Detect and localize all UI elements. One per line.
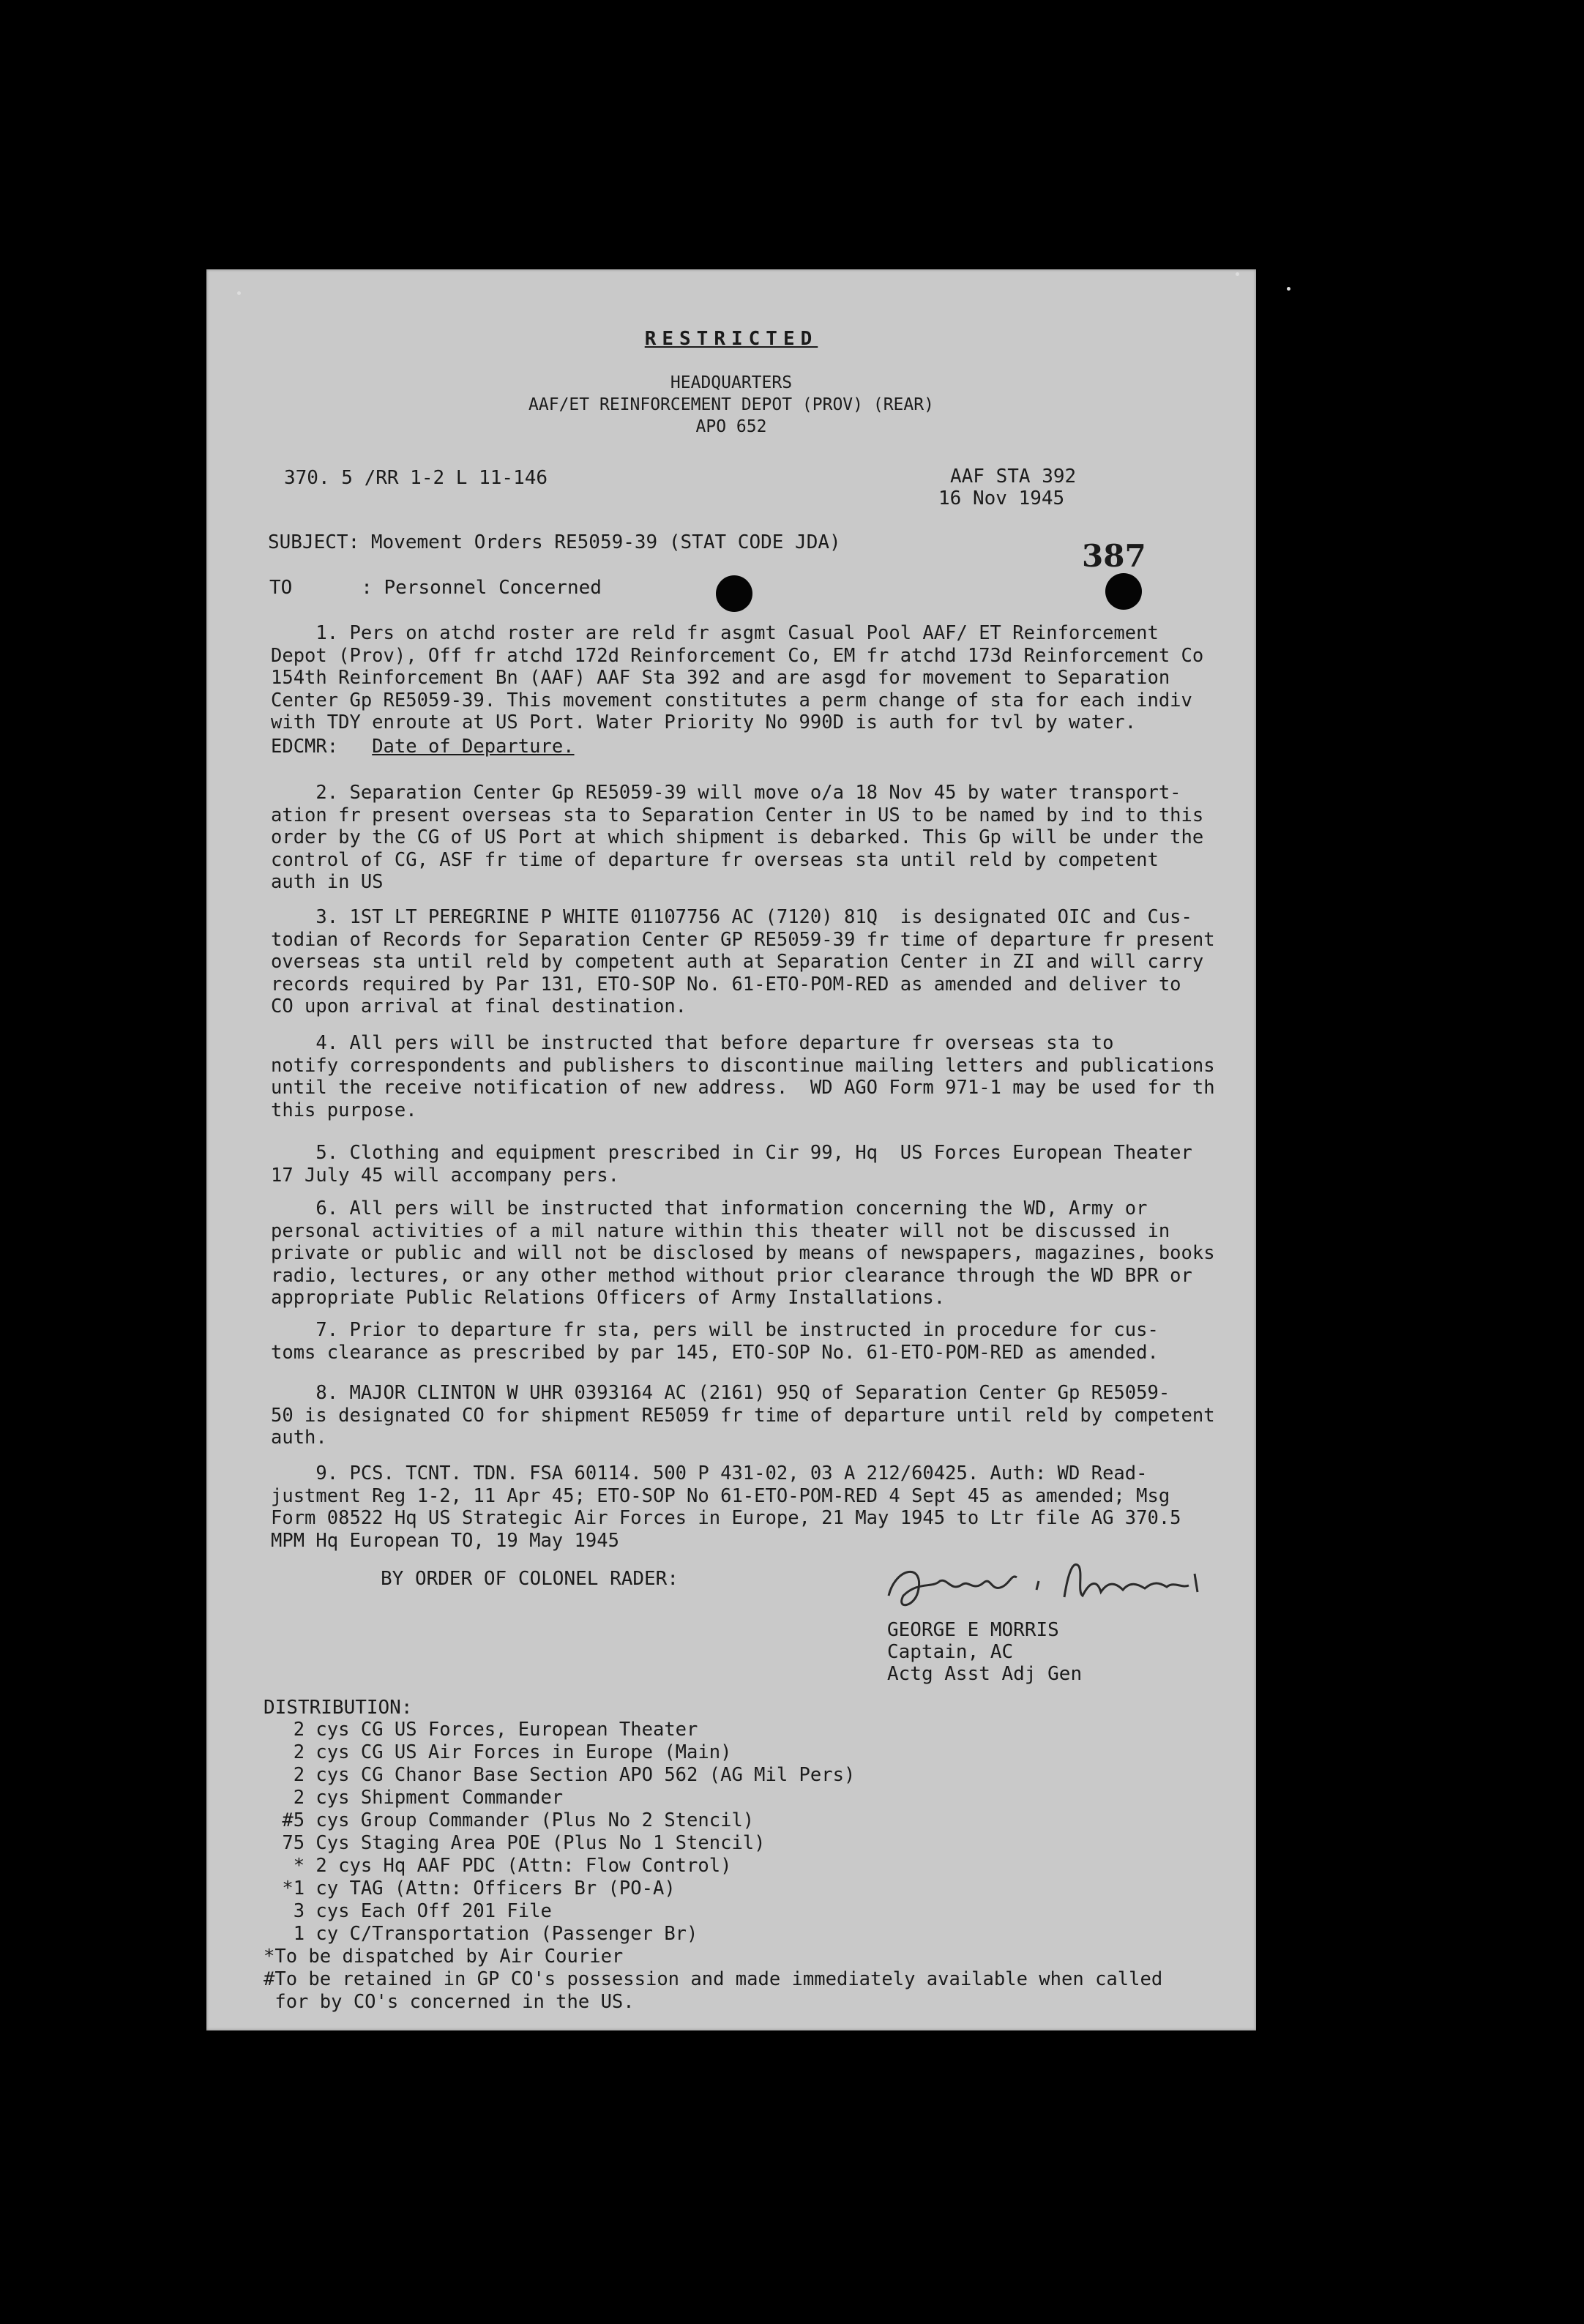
document-body: [206, 269, 1256, 2030]
file-reference: 370. 5 /RR 1-2 L 11-146: [284, 467, 548, 489]
list-item: 1 cy C/Transportation (Passenger Br): [271, 1923, 698, 1945]
document-page: [206, 269, 1256, 2030]
org-line-1: HEADQUARTERS: [670, 373, 793, 392]
signature-name: GEORGE E MORRIS: [887, 1619, 1059, 1641]
org-line-3: APO 652: [695, 417, 767, 436]
list-item: *1 cy TAG (Attn: Officers Br (PO-A): [271, 1877, 676, 1899]
order-line: BY ORDER OF COLONEL RADER:: [381, 1568, 679, 1590]
paragraph-6: 6. All pers will be instructed that information concerning the WD, Army or personal activities of a mil nature within this theater will not be discussed in private or public and will not be disclosed by means of newspapers, magazines, books radio, lectures, or any other method without prior clearance through the WD BPR or appropriate Public Relations Officers of Army Installations.: [271, 1198, 1215, 1309]
to-line: TO : Personnel Concerned: [269, 577, 602, 599]
org-line-2: AAF/ET REINFORCEMENT DEPOT (PROV) (REAR): [528, 395, 934, 414]
paragraph-3: 3. 1ST LT PEREGRINE P WHITE 01107756 AC (7120) 81Q is designated OIC and Cus- todian of Records for Separation Center GP RE5059-39 fr time of departure fr present overseas sta until reld by competent auth at Separation Center in ZI and will carry records required by Par 131, ETO-SOP No. 61-ETO-POM-RED as amended and deliver to CO upon arrival at final destination.: [271, 906, 1215, 1017]
list-item: 75 Cys Staging Area POE (Plus No 1 Stencil): [271, 1832, 766, 1854]
paragraph-2: 2. Separation Center Gp RE5059-39 will move o/a 18 Nov 45 by water transport- ation fr present overseas sta to Separation Center in US to be named by ind to this order by the CG of US Port at which shipment is debarked. This Gp will be under the control of CG, ASF fr time of departure fr overseas sta until reld by competent auth in US: [271, 782, 1204, 893]
list-item: 2 cys Shipment Commander: [271, 1787, 564, 1809]
date: 16 Nov 1945: [938, 487, 1065, 509]
distribution-heading: DISTRIBUTION:: [264, 1697, 413, 1719]
list-item: 2 cys CG US Air Forces in Europe (Main): [271, 1741, 732, 1763]
note-line: for by CO's concerned in the US.: [264, 1991, 635, 2013]
signature-rank: Captain, AC: [887, 1641, 1014, 1663]
paragraph-4: 4. All pers will be instructed that before departure fr overseas sta to notify correspondents and publishers to discontinue mailing letters and publications until the receive notification of new address. WD AGO Form 971-1 may be used for th this purpose.: [271, 1032, 1215, 1121]
paragraph-8: 8. MAJOR CLINTON W UHR 0393164 AC (2161) 95Q of Separation Center Gp RE5059- 50 is designated CO for shipment RE5059 fr time of departure until reld by competent auth.: [271, 1382, 1215, 1449]
list-item: #5 cys Group Commander (Plus No 2 Stencil): [271, 1809, 755, 1831]
edcmr-value: Date of Departure.: [372, 736, 575, 758]
page-number: 387: [1082, 538, 1146, 574]
list-item: 2 cys CG Chanor Base Section APO 562 (AG Mil Pers): [271, 1764, 856, 1786]
note-line: #To be retained in GP CO's possession and made immediately available when called: [264, 1968, 1163, 1990]
paragraph-7: 7. Prior to departure fr sta, pers will be instructed in procedure for cus- toms clearance as prescribed by par 145, ETO-SOP No. 61-ETO-POM-RED as amended.: [271, 1319, 1159, 1364]
station: AAF STA 392: [950, 466, 1077, 487]
distribution-notes: [264, 1946, 1244, 2014]
signature-title: Actg Asst Adj Gen: [887, 1663, 1083, 1685]
paragraph-9: 9. PCS. TCNT. TDN. FSA 60114. 500 P 431-02, 03 A 212/60425. Auth: WD Read- justment Reg 1-2, 11 Apr 45; ETO-SOP No 61-ETO-POM-RED 4 Sept 45 as amended; Msg Form 08522 Hq US Strategic Air Forces in Europe, 21 May 1945 to Ltr file AG 370.5 MPM Hq European TO, 19 May 1945: [271, 1462, 1181, 1552]
distribution-list: [271, 1719, 1222, 1946]
list-item: 3 cys Each Off 201 File: [271, 1900, 552, 1922]
handwritten-signature: [881, 1552, 1218, 1618]
classification-marking: RESTRICTED: [644, 328, 818, 350]
paragraph-1: 1. Pers on atchd roster are reld fr asgmt Casual Pool AAF/ ET Reinforcement Depot (Prov), Off fr atchd 172d Reinforcement Co, EM fr atchd 173d Reinforcement Co 154th Reinforcement Bn (AAF) AAF Sta 392 and are asgd for movement to Separation Center Gp RE5059-39. This movement constitutes a perm change of sta for each indiv with TDY enroute at US Port. Water Priority No 990D is auth for tvl by water.: [271, 622, 1204, 733]
edcmr-label: EDCMR:: [271, 736, 339, 758]
edcmr-line: [271, 736, 575, 758]
list-item: 2 cys CG US Forces, European Theater: [271, 1719, 698, 1741]
list-item: * 2 cys Hq AAF PDC (Attn: Flow Control): [271, 1855, 732, 1877]
subject-line: SUBJECT: Movement Orders RE5059-39 (STAT CODE JDA): [268, 531, 841, 553]
paragraph-5: 5. Clothing and equipment prescribed in Cir 99, Hq US Forces European Theater 17 July 45 will accompany pers.: [271, 1142, 1192, 1187]
note-line: *To be dispatched by Air Courier: [264, 1946, 624, 1968]
